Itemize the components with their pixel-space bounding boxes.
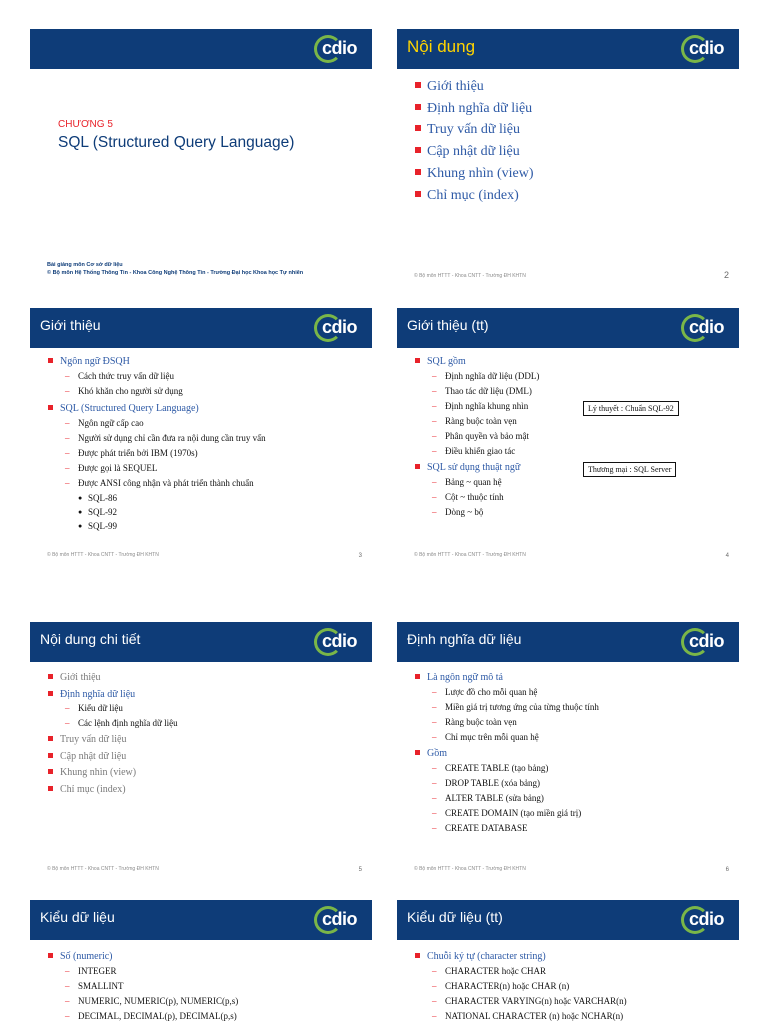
bullet-item: Gồm	[415, 746, 731, 761]
callout-theory: Lý thuyết : Chuẩn SQL-92	[583, 401, 679, 416]
sub-bullet: – Được gọi là SEQUEL	[60, 461, 364, 476]
sub-bullet: – SMALLINT	[60, 979, 364, 994]
sub-bullet: – Kiểu dữ liệu	[60, 701, 364, 716]
sub-bullet: – CHARACTER hoặc CHAR	[427, 964, 731, 979]
slide-title: Nội dung	[407, 37, 476, 56]
cdio-logo: cdio	[314, 626, 358, 658]
page-number: 3	[358, 553, 362, 559]
slide-6-data-definition	[397, 622, 739, 880]
sub-bullet: – Dòng ~ bộ	[427, 505, 731, 520]
sub-bullet: – NATIONAL CHARACTER (n) hoặc NCHAR(n)	[427, 1009, 731, 1024]
sub-sub-bullet: ● SQL-92	[60, 505, 364, 519]
cdio-logo: cdio	[681, 626, 725, 658]
sub-bullet: – CHARACTER(n) hoặc CHAR (n)	[427, 979, 731, 994]
cdio-logo: cdio	[314, 33, 358, 65]
sub-bullet: – Miền giá trị tương ứng của từng thuộc tính	[427, 700, 731, 715]
slide-footer: © Bộ môn HTTT - Khoa CNTT - Trường ĐH KHTN	[47, 866, 159, 872]
sub-bullet: – Thao tác dữ liệu (DML)	[427, 384, 731, 399]
page-number: 2	[723, 270, 729, 280]
contents-item: Cập nhật dữ liệu	[415, 141, 731, 163]
slide-footer: © Bộ môn HTTT - Khoa CNTT - Trường ĐH KHTN	[414, 552, 526, 558]
slide-5-detailed-contents	[30, 622, 372, 880]
main-title: SQL (Structured Query Language)	[58, 134, 295, 151]
slide-title: Định nghĩa dữ liệu	[407, 631, 522, 647]
sub-bullet: – ALTER TABLE (sửa bảng)	[427, 791, 731, 806]
sub-bullet: – Định nghĩa dữ liệu (DDL)	[427, 369, 731, 384]
page-number: 4	[725, 553, 729, 559]
lecture-course: Bài giảng môn Cơ sở dữ liệu	[47, 262, 123, 268]
slide-title: Giới thiệu (tt)	[407, 317, 489, 333]
slide-7-data-types	[30, 900, 372, 1024]
slide-footer: © Bộ môn HTTT - Khoa CNTT - Trường ĐH KHTN	[414, 273, 526, 279]
sub-sub-bullet: ● SQL-99	[60, 519, 364, 533]
slide-8-data-types-cont	[397, 900, 739, 1024]
slide-header	[397, 29, 739, 69]
sub-bullet: – Ràng buộc toàn vẹn	[427, 715, 731, 730]
cdio-logo: cdio	[681, 904, 725, 936]
slide-header	[30, 622, 372, 662]
slide-header	[397, 308, 739, 348]
bullet-item: Ngôn ngữ ĐSQH	[48, 354, 364, 369]
cdio-logo: cdio	[314, 904, 358, 936]
sub-bullet: – Định nghĩa khung nhìn	[427, 399, 731, 414]
sub-bullet: – Người sử dụng chỉ cần đưa ra nội dung cần truy vấn	[60, 431, 364, 446]
slide-title: Nội dung chi tiết	[40, 631, 141, 647]
cdio-logo: cdio	[681, 33, 725, 65]
cdio-logo: cdio	[314, 312, 358, 344]
slide-header	[397, 622, 739, 662]
sub-bullet: – Khó khăn cho người sử dụng	[60, 384, 364, 399]
sub-bullet: – Ngôn ngữ cấp cao	[60, 416, 364, 431]
sub-bullet: – Điều khiển giao tác	[427, 444, 731, 459]
sub-bullet: – CREATE DOMAIN (tạo miền giá trị)	[427, 806, 731, 821]
sub-bullet: – Được phát triển bởi IBM (1970s)	[60, 446, 364, 461]
bullet-item: SQL (Structured Query Language)	[48, 401, 364, 416]
slide-header	[30, 29, 372, 69]
chapter-label: CHƯƠNG 5	[58, 119, 113, 130]
sub-bullet: – CREATE DATABASE	[427, 821, 731, 836]
sub-bullet: – INTEGER	[60, 964, 364, 979]
bullet-item: SQL sử dụng thuật ngữ	[415, 460, 731, 475]
sub-sub-bullet: ● SQL-86	[60, 491, 364, 505]
contents-item: Khung nhìn (view)	[415, 163, 731, 185]
cdio-logo: cdio	[681, 312, 725, 344]
sub-bullet: – NUMERIC, NUMERIC(p), NUMERIC(p,s)	[60, 994, 364, 1009]
sub-bullet: – Chỉ mục trên mỗi quan hệ	[427, 730, 731, 745]
slide-1-title	[30, 29, 372, 287]
contents-item: Giới thiệu	[415, 76, 731, 98]
slide-title: Kiểu dữ liệu	[40, 909, 115, 925]
bullet-item: Cập nhật dữ liệu	[48, 749, 364, 766]
slide-title: Giới thiệu	[40, 317, 101, 333]
slide-footer: © Bộ môn HTTT - Khoa CNTT - Trường ĐH KHTN	[47, 552, 159, 558]
bullet-item: Định nghĩa dữ liệu	[48, 687, 364, 702]
slide-4-introduction-cont	[397, 308, 739, 566]
sub-bullet: – Cách thức truy vấn dữ liệu	[60, 369, 364, 384]
page-number: 5	[358, 867, 362, 873]
callout-commercial: Thương mại : SQL Server	[583, 462, 676, 477]
bullet-item: Truy vấn dữ liệu	[48, 732, 364, 749]
bullet-item: Giới thiệu	[48, 670, 364, 685]
slide-header	[30, 308, 372, 348]
contents-item: Định nghĩa dữ liệu	[415, 98, 731, 120]
sub-bullet: – CREATE TABLE (tạo bảng)	[427, 761, 731, 776]
sub-bullet: – DROP TABLE (xóa bảng)	[427, 776, 731, 791]
slide-title: Kiểu dữ liệu (tt)	[407, 909, 503, 925]
sub-bullet: – Phân quyền và bảo mật	[427, 429, 731, 444]
sub-bullet: – Bảng ~ quan hệ	[427, 475, 731, 490]
slide-footer: © Bộ môn HTTT - Khoa CNTT - Trường ĐH KHTN	[414, 866, 526, 872]
bullet-item: Số (numeric)	[48, 949, 364, 964]
sub-bullet: – Cột ~ thuộc tính	[427, 490, 731, 505]
sub-bullet: – CHARACTER VARYING(n) hoặc VARCHAR(n)	[427, 994, 731, 1009]
lecture-department: © Bộ môn Hệ Thống Thông Tin - Khoa Công Nghệ Thông Tin - Trường Đại học Khoa học Tự nhiên	[47, 270, 304, 276]
sub-bullet: – Được ANSI công nhận và phát triển thành chuẩn	[60, 476, 364, 491]
page-number: 6	[725, 867, 729, 873]
sub-bullet: – Các lệnh định nghĩa dữ liệu	[60, 716, 364, 731]
bullet-item: SQL gồm	[415, 354, 731, 369]
slide-2-contents	[397, 29, 739, 287]
bullet-item: Khung nhìn (view)	[48, 765, 364, 782]
sub-bullet: – Lược đồ cho mỗi quan hệ	[427, 685, 731, 700]
bullet-item: Là ngôn ngữ mô tả	[415, 670, 731, 685]
slide-header	[397, 900, 739, 940]
sub-bullet: – Ràng buộc toàn vẹn	[427, 414, 731, 429]
bullet-item: Chuỗi ký tự (character string)	[415, 949, 731, 964]
contents-item: Chỉ mục (index)	[415, 185, 731, 207]
bullet-item: Chỉ mục (index)	[48, 782, 364, 799]
sub-bullet: – DECIMAL, DECIMAL(p), DECIMAL(p,s)	[60, 1009, 364, 1024]
slide-3-introduction	[30, 308, 372, 566]
slide-header	[30, 900, 372, 940]
contents-item: Truy vấn dữ liệu	[415, 119, 731, 141]
